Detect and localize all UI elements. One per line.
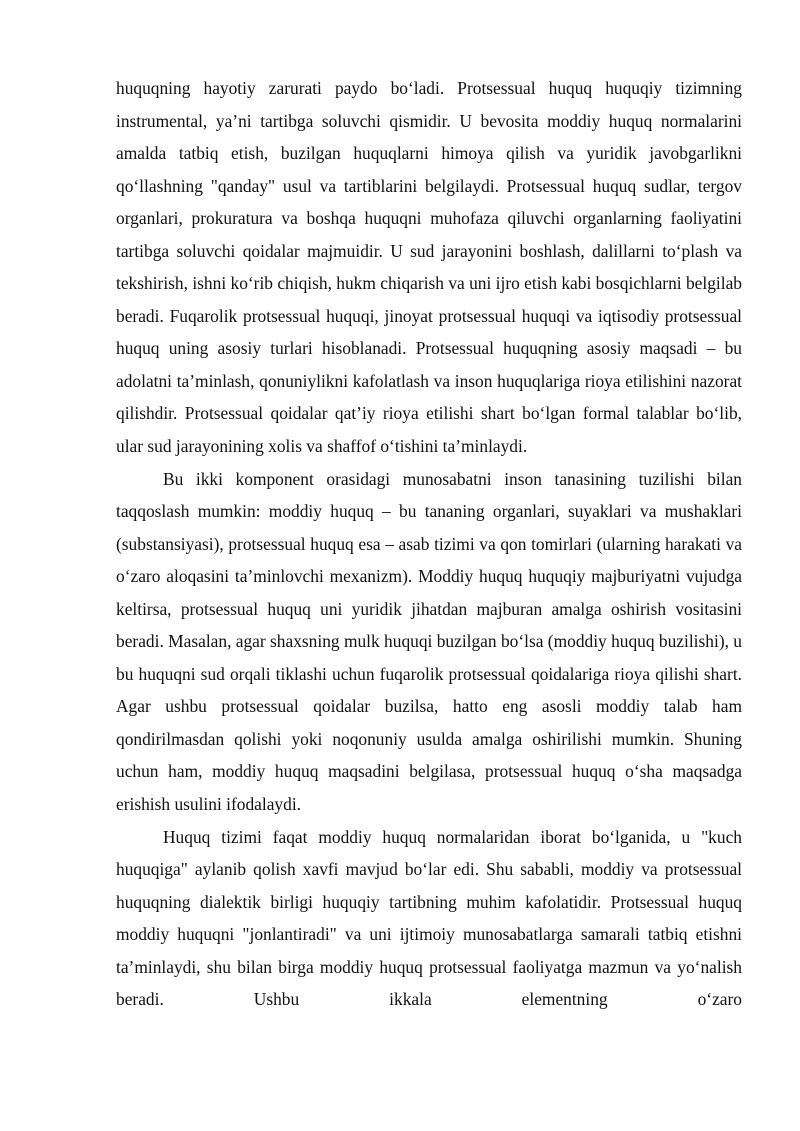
paragraph-unity: Huquq tizimi faqat moddiy huquq normalaridan iborat bo‘lganida, u "kuch huquqiga" aylanib qolish xavfi mavjud bo‘lar edi. Shu sababli, moddiy va protsessual huquqning dialektik birligi huquqiy tartibning muhim kafolatidir. Protsessual huquq moddiy huquqni "jonlantiradi" va uni ijtimoiy munosabatlarga samarali tatbiq etishni ta’minlaydi, shu bilan birga moddiy huquq protsessual faoliyatga mazmun va yo‘nalish beradi. Ushbu ikkala elementning o‘zaro [116,826,742,1010]
document-page [116,72,742,1016]
paragraph-continuation: huquqning hayotiy zarurati paydo bo‘ladi. Protsessual huquq huquqiy tizimning instrumental, ya’ni tartibga soluvchi qismidir. U bevosita moddiy huquq normalarini amalda tatbiq etish, buzilgan huquqlarni himoya qilish va yuridik javobgarlikni qo‘llashning "qanday" usul va tartiblarini belgilaydi. Protsessual huquq sudlar, tergov organlari, prokuratura va boshqa huquqni muhofaza qiluvchi organlarning faoliyatini tartibga soluvchi qoidalar majmuidir. U sud jarayonini boshlash, dalillarni to‘plash va tekshirish, ishni ko‘rib chiqish, hukm chiqarish va uni ijro etish kabi bosqichlarni belgilab beradi. Fuqarolik protsessual huquqi, jinoyat protsessual huquqi va iqtisodiy protsessual huquq uning asosiy turlari hisoblanadi. Protsessual huquqning asosiy maqsadi – bu adolatni ta’minlash, qonuniylikni kafolatlash va inson huquqlariga rioya etilishini nazorat qilishdir. Protsessual qoidalar qat’iy rioya etilishi shart bo‘lgan formal talablar bo‘lib, ular sud jarayonining xolis va shaffof o‘tishini ta’minlaydi. [116,78,742,457]
paragraph-analogy: Bu ikki komponent orasidagi munosabatni inson tanasining tuzilishi bilan taqqoslash mumkin: moddiy huquq – bu tananing organlari, suyaklari va mushaklari (substansiyasi), protsessual huquq esa – asab tizimi va qon tomirlari (ularning harakati va o‘zaro aloqasini ta’minlovchi mexanizm). Moddiy huquq huquqiy majburiyatni vujudga keltirsa, protsessual huquq uni yuridik jihatdan majburan amalga oshirish vositasini beradi. Masalan, agar shaxsning mulk huquqi buzilgan bo‘lsa (moddiy huquq buzilishi), u bu huquqni sud orqali tiklashi uchun fuqarolik protsessual qoidalariga rioya qilishi shart. Agar ushbu protsessual qoidalar buzilsa, hatto eng asosli moddiy talab ham qondirilmasdan qolishi yoki noqonuniy usulda amalga oshirilishi mumkin. Shuning uchun ham, moddiy huquq maqsadini belgilasa, protsessual huquq o‘sha maqsadga erishish usulini ifodalaydi. [116,468,742,815]
